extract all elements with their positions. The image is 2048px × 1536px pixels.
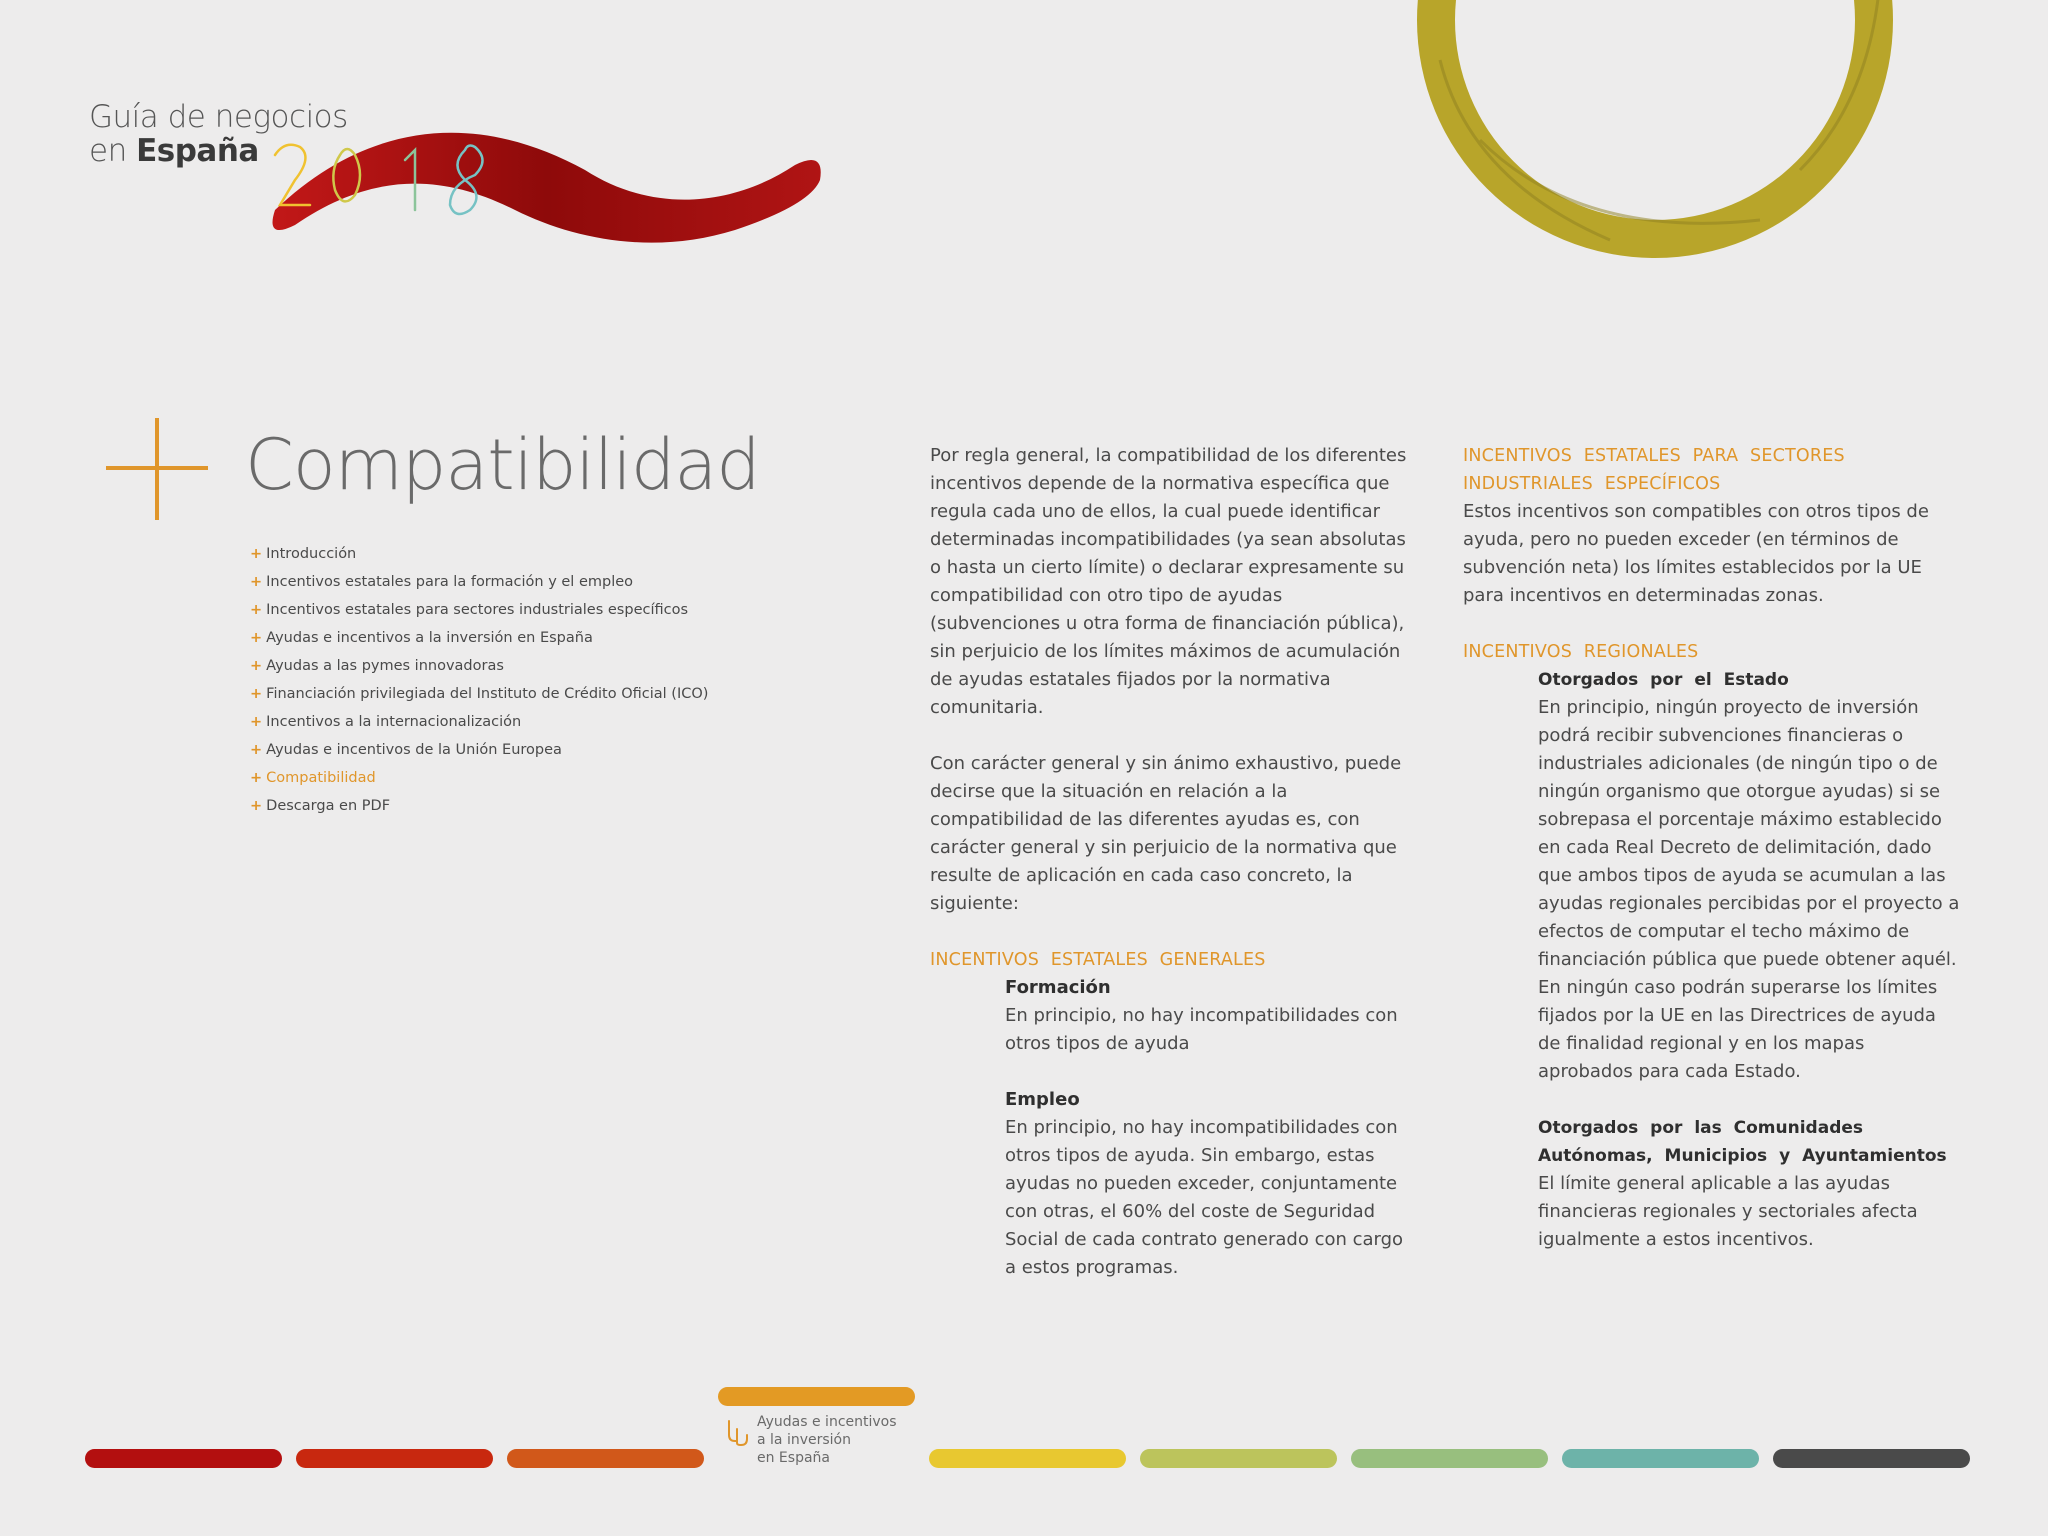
nav-item-pymes-innovadoras[interactable]: [250, 652, 708, 680]
plus-icon-vertical: [155, 418, 159, 520]
plus-icon: [106, 418, 208, 520]
footer-bar-7[interactable]: [1351, 1449, 1548, 1468]
footer-label-line-1: Ayudas e incentivos: [757, 1414, 897, 1430]
footer-bar-3[interactable]: [507, 1449, 704, 1468]
decorative-ring: [1380, 0, 1920, 280]
nav-item-label: Ayudas e incentivos de la Unión Europea: [266, 742, 562, 758]
nav-item-label: Ayudas e incentivos a la inversión en España: [266, 630, 593, 646]
plus-bullet-icon: +: [250, 742, 263, 758]
subsection-formacion: [1005, 974, 1410, 1282]
nav-item-introduccion[interactable]: [250, 540, 708, 568]
nav-item-sectores-industriales[interactable]: [250, 596, 708, 624]
plus-bullet-icon: +: [250, 574, 263, 590]
plus-bullet-icon: +: [250, 658, 263, 674]
nav-item-label: Descarga en PDF: [266, 798, 391, 814]
nav-item-ico[interactable]: [250, 680, 708, 708]
heading-regionales: INCENTIVOS REGIONALES: [1463, 642, 1699, 662]
footer-bar-6[interactable]: [1140, 1449, 1337, 1468]
plus-bullet-icon: +: [250, 714, 263, 730]
nav-item-descarga-pdf[interactable]: [250, 792, 708, 820]
page-title: Compatibilidad: [245, 424, 760, 506]
intro-paragraph-1: Por regla general, la compatibilidad de los diferentes incentivos depende de la normativa específica que regula cada uno de ellos, la cual puede identificar determinadas incompatibilidades (ya sean absolutas o hasta un cierto límite) o declarar expresamente su compatibilidad con otro tipo de ayudas (subvenciones u otra forma de financiación pública), sin perjuicio de los límites máximos de acumulación de ayudas estatales fijados por la normativa comunitaria.: [930, 445, 1407, 718]
nav-item-label: Ayudas a las pymes innovadoras: [266, 658, 504, 674]
empleo-text: En principio, no hay incompatibilidades con otros tipos de ayuda. Sin embargo, estas ayudas no pueden exceder, conjuntamente con otras, el 60% del coste de Seguridad Social de cada contrato generado con cargo a estos programas.: [1005, 1117, 1404, 1278]
content-column-middle: [930, 442, 1410, 1282]
nav-item-label: Incentivos a la internacionalización: [266, 714, 522, 730]
worm-shape: [273, 133, 821, 243]
footer-bar-2[interactable]: [296, 1449, 493, 1468]
section-nav: [250, 540, 708, 820]
heading-sectores: INCENTIVOS ESTATALES PARA SECTORES INDUSTRIALES ESPECÍFICOS: [1463, 446, 1845, 494]
heading-generales: INCENTIVOS ESTATALES GENERALES: [930, 950, 1266, 970]
plus-bullet-icon: +: [250, 630, 263, 646]
content-column-right: [1463, 442, 1963, 1254]
nav-item-label: Compatibilidad: [266, 770, 376, 786]
formacion-text: En principio, no hay incompatibilidades con otros tipos de ayuda: [1005, 1005, 1398, 1054]
nav-item-inversion-espana[interactable]: [250, 624, 708, 652]
footer-label-line-3: en España: [757, 1450, 830, 1466]
nav-item-label: Introducción: [266, 546, 357, 562]
footer-bar-5[interactable]: [929, 1449, 1126, 1468]
estado-title: Otorgados por el Estado: [1538, 670, 1789, 690]
footer-label-line-2: a la inversión: [757, 1432, 851, 1448]
plus-bullet-icon: +: [250, 546, 263, 562]
ccaa-text: El límite general aplicable a las ayudas financieras regionales y sectoriales afecta igualmente a estos incentivos.: [1538, 1173, 1918, 1250]
plus-bullet-icon: +: [250, 798, 263, 814]
ccaa-title: Otorgados por las Comunidades Autónomas, Municipios y Ayuntamientos: [1538, 1118, 1947, 1166]
nav-item-formacion-empleo[interactable]: [250, 568, 708, 596]
nav-item-label: Incentivos estatales para sectores industriales específicos: [266, 602, 689, 618]
nav-item-union-europea[interactable]: [250, 736, 708, 764]
nav-item-label: Incentivos estatales para la formación y el empleo: [266, 574, 634, 590]
formacion-title: Formación: [1005, 977, 1111, 998]
nav-item-label: Financiación privilegiada del Instituto de Crédito Oficial (ICO): [266, 686, 709, 702]
decorative-worm-logo: [255, 125, 835, 255]
nav-item-internacionalizacion[interactable]: [250, 708, 708, 736]
footer-bar-active[interactable]: [718, 1387, 915, 1406]
footer-section-label: [757, 1413, 897, 1467]
subsection-regionales: [1538, 666, 1963, 1254]
brand-prefix: en: [89, 133, 127, 169]
footer-bar-8[interactable]: [1562, 1449, 1759, 1468]
section-logo-icon: [725, 1417, 751, 1447]
nav-item-compatibilidad[interactable]: [250, 764, 708, 792]
estado-text: En principio, ningún proyecto de inversión podrá recibir subvenciones financieras o industriales adicionales (de ningún tipo o de ningún organismo que otorgue ayudas) si se sobrepasa el porcentaje máximo establecido en cada Real Decreto de delimitación, dado que ambos tipos de ayuda se acumulan a las ayudas regionales percibidas por el proyecto a efectos de computar el techo máximo de financiación pública que puede obtener aquél. En ningún caso podrán superarse los límites fijados por la UE en las Directrices de ayuda de finalidad regional y en los mapas aprobados para cada Estado.: [1538, 697, 1960, 1082]
plus-bullet-icon: +: [250, 602, 263, 618]
plus-bullet-icon: +: [250, 686, 263, 702]
sectores-text: Estos incentivos son compatibles con otros tipos de ayuda, pero no pueden exceder (en términos de subvención neta) los límites establecidos por la UE para incentivos en determinadas zonas.: [1463, 501, 1929, 606]
footer-bar-1[interactable]: [85, 1449, 282, 1468]
plus-bullet-icon: +: [250, 770, 263, 786]
brand-line-1: Guía de negocios: [89, 99, 348, 135]
brand-country: España: [136, 133, 259, 169]
footer-bar-9[interactable]: [1773, 1449, 1970, 1468]
intro-paragraph-2: Con carácter general y sin ánimo exhaustivo, puede decirse que la situación en relación a la compatibilidad de las diferentes ayudas es, con carácter general y sin perjuicio de la normativa que resulte de aplicación en cada caso concreto, la siguiente:: [930, 753, 1402, 914]
empleo-title: Empleo: [1005, 1089, 1080, 1110]
